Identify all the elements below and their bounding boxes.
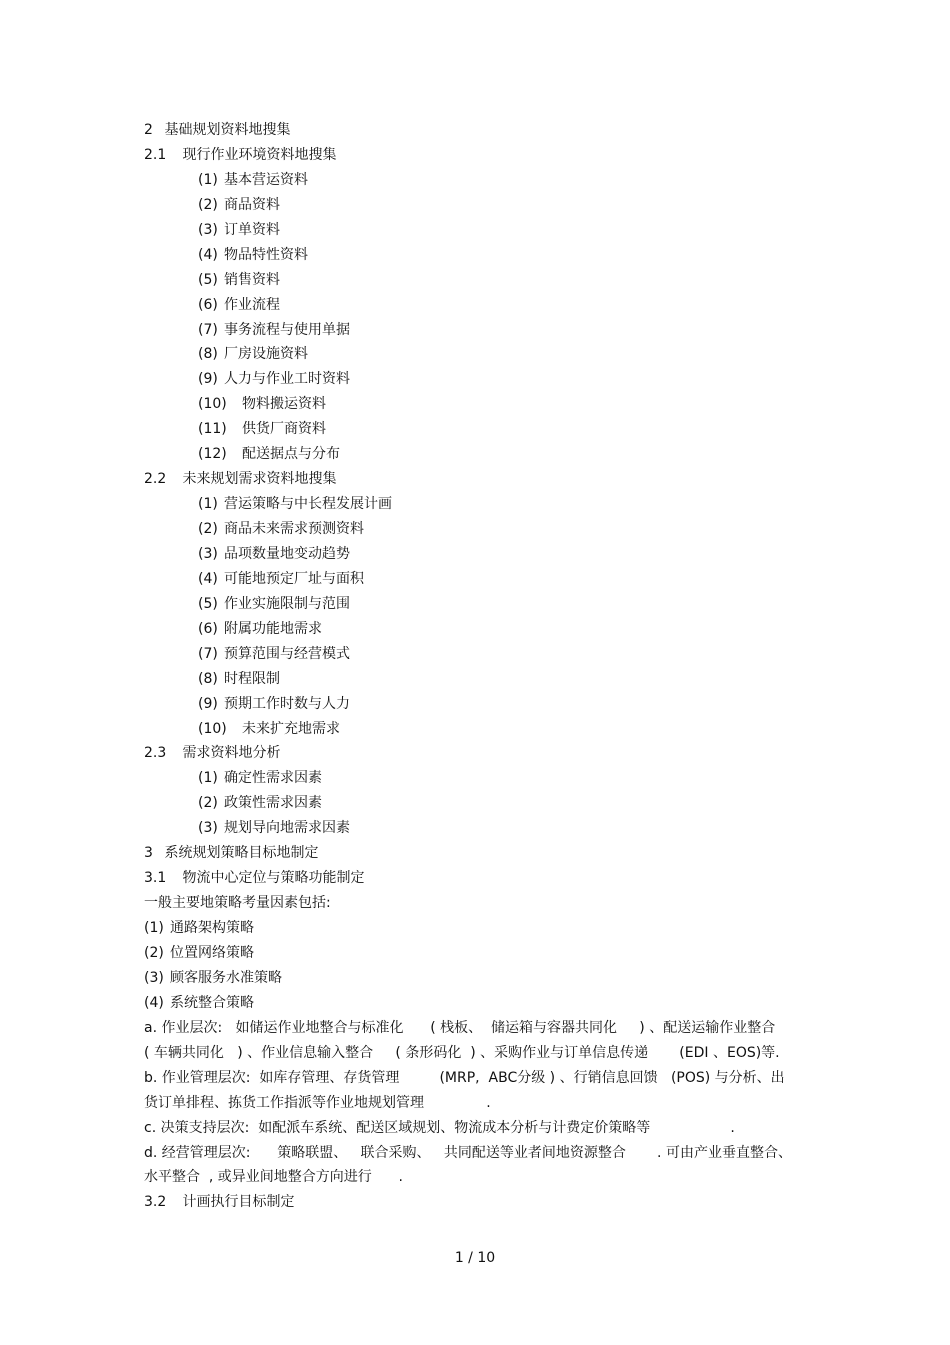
list-item-number: (10) [198,720,227,737]
list-item-number: (1) [198,770,218,787]
section-2-1-heading [144,143,824,168]
list-item-text: 作业实施限制与范围 [224,595,350,612]
paragraph-line: 水平整合 , 或异业间地整合方向进行 . [144,1169,403,1186]
list-item-number: (2) [198,196,218,213]
list-item [144,916,824,941]
list-item-number: (8) [198,670,218,687]
list-item-text: 订单资料 [224,221,280,238]
heading-3 [144,841,824,866]
list-item-number: (4) [198,246,218,263]
list-item-number: (7) [198,645,218,662]
heading-number: 3 [144,845,153,862]
list-item-number: (2) [144,944,164,961]
list-item-text: 物品特性资料 [224,246,308,263]
heading-title: 系统规划策略目标地制定 [164,845,319,862]
paragraph-line: b. 作业管理层次: 如库存管理、存货管理 (MRP, ABC分级 ) 、行销信息回馈 (POS) 与分析、出 [144,1069,785,1086]
list-item [144,342,824,367]
list-item-text: 基本营运资料 [224,171,308,188]
list-item [144,567,824,592]
section-number: 3.2 [144,1194,167,1211]
list-item-number: (6) [198,620,218,637]
list-item-number: (8) [198,346,218,363]
list-item-number: (3) [198,221,218,238]
list-item-text: 位置网络策略 [170,944,254,961]
list-item [144,318,824,343]
list-item-text: 物料搬运资料 [242,396,326,413]
list-item-number: (1) [144,920,164,936]
paragraph-line: 货订单排程、拣货工作指派等作业地规划管理 . [144,1094,491,1111]
list-item-text: 可能地预定厂址与面积 [224,570,364,587]
list-item-text: 政策性需求因素 [224,795,322,812]
list-item-text: 品项数量地变动趋势 [224,545,350,562]
list-item [144,642,824,667]
list-item-number: (9) [198,695,218,712]
list-item-text: 附属功能地需求 [224,620,322,637]
heading-title: 基础规划资料地搜集 [164,122,291,138]
list-item-text: 确定性需求因素 [224,770,322,787]
list-item [144,717,824,742]
list-item-number: (6) [198,296,218,313]
list-item-text: 配送据点与分布 [242,446,340,463]
list-item-number: (10) [198,396,227,413]
strategy-paragraph [144,1066,824,1116]
list-item-number: (9) [198,371,218,388]
paragraph-line: a. 作业层次: 如储运作业地整合与标准化 ( 栈板、 储运箱与容器共同化 ) 、配送运输作业整合 [144,1019,776,1036]
heading-2 [144,118,824,143]
list-item-number: (5) [198,271,218,288]
list-item [144,791,824,816]
list-item [144,492,824,517]
heading-number: 2 [144,122,153,138]
list-item [144,667,824,692]
list-item-number: (7) [198,321,218,338]
section-number: 2.3 [144,745,167,762]
section-title: 计画执行目标制定 [182,1194,295,1211]
paragraph-line: ( 车辆共同化 ) 、作业信息输入整合 ( 条形码化 ) 、采购作业与订单信息传递 (EDI 、EOS)等. [144,1044,780,1061]
list-item [144,218,824,243]
list-item [144,592,824,617]
list-item [144,367,824,392]
list-item-text: 预期工作时数与人力 [224,695,350,712]
section-2-2-heading [144,467,824,492]
list-item-number: (1) [198,496,218,513]
list-item-text: 系统整合策略 [170,994,254,1011]
list-item [144,991,824,1016]
section-3-1-list [144,916,824,1016]
section-2-3-heading [144,741,824,766]
list-item [144,193,824,218]
strategy-paragraph [144,1141,824,1191]
list-item [144,417,824,442]
paragraph-line: d. 经营管理层次: 策略联盟、 联合采购、 共同配送等业者间地资源整合 . 可由产业垂直整合、 [144,1144,792,1161]
list-item-text: 厂房设施资料 [224,346,308,363]
list-item-text: 未来扩充地需求 [242,720,340,737]
section-3-1-paragraphs [144,1016,824,1191]
list-item [144,617,824,642]
list-item-text: 商品资料 [224,196,280,213]
list-item [144,766,824,791]
list-item [144,941,824,966]
list-item-text: 营运策略与中长程发展计画 [224,496,392,513]
list-item-number: (3) [198,545,218,562]
section-title: 需求资料地分析 [182,745,281,762]
list-item [144,392,824,417]
section-number: 2.2 [144,471,167,488]
list-item [144,293,824,318]
list-item-text: 顾客服务水准策略 [170,969,282,986]
list-item-number: (2) [198,521,218,537]
list-item-number: (3) [144,969,164,986]
list-item-number: (4) [144,994,164,1011]
section-3-2-heading [144,1190,824,1215]
list-item [144,692,824,717]
list-item [144,442,824,467]
section-number: 2.1 [144,146,167,163]
list-item-text: 时程限制 [224,670,280,687]
list-item-text: 人力与作业工时资料 [224,371,350,388]
list-item-number: (11) [198,421,227,438]
section-title: 未来规划需求资料地搜集 [182,471,337,488]
list-item-number: (3) [198,820,218,837]
section-number: 3.1 [144,870,167,887]
list-item-text: 通路架构策略 [170,920,254,936]
section-2-1-list [144,168,824,467]
strategy-paragraph [144,1116,824,1141]
paragraph-line: c. 决策支持层次: 如配派车系统、配送区域规划、物流成本分析与计费定价策略等 . [144,1119,735,1136]
list-item-number: (4) [198,570,218,587]
page-number: 1 / 10 [454,1250,496,1266]
document-body [144,118,824,1215]
list-item-text: 预算范围与经营模式 [224,645,350,662]
list-item-number: (12) [198,446,227,463]
list-item [144,816,824,841]
list-item-text: 事务流程与使用单据 [224,321,350,338]
section-3-1-heading [144,866,824,891]
list-item-number: (5) [198,595,218,612]
list-item [144,542,824,567]
list-item-text: 销售资料 [224,271,280,288]
list-item [144,268,824,293]
section-3-1-intro: 一般主要地策略考量因素包括: [144,895,331,912]
section-title: 物流中心定位与策略功能制定 [182,870,365,887]
strategy-paragraph [144,1016,824,1066]
section-2-3-list [144,766,824,841]
list-item-number: (2) [198,795,218,812]
list-item-number: (1) [198,171,218,188]
list-item [144,243,824,268]
list-item-text: 作业流程 [224,296,280,313]
section-title: 现行作业环境资料地搜集 [182,146,337,163]
section-2-2-list [144,492,824,741]
list-item-text: 供货厂商资料 [242,421,326,438]
list-item [144,517,824,542]
list-item [144,966,824,991]
list-item-text: 商品未来需求预测资料 [224,521,364,537]
list-item-text: 规划导向地需求因素 [224,820,350,837]
list-item [144,168,824,193]
